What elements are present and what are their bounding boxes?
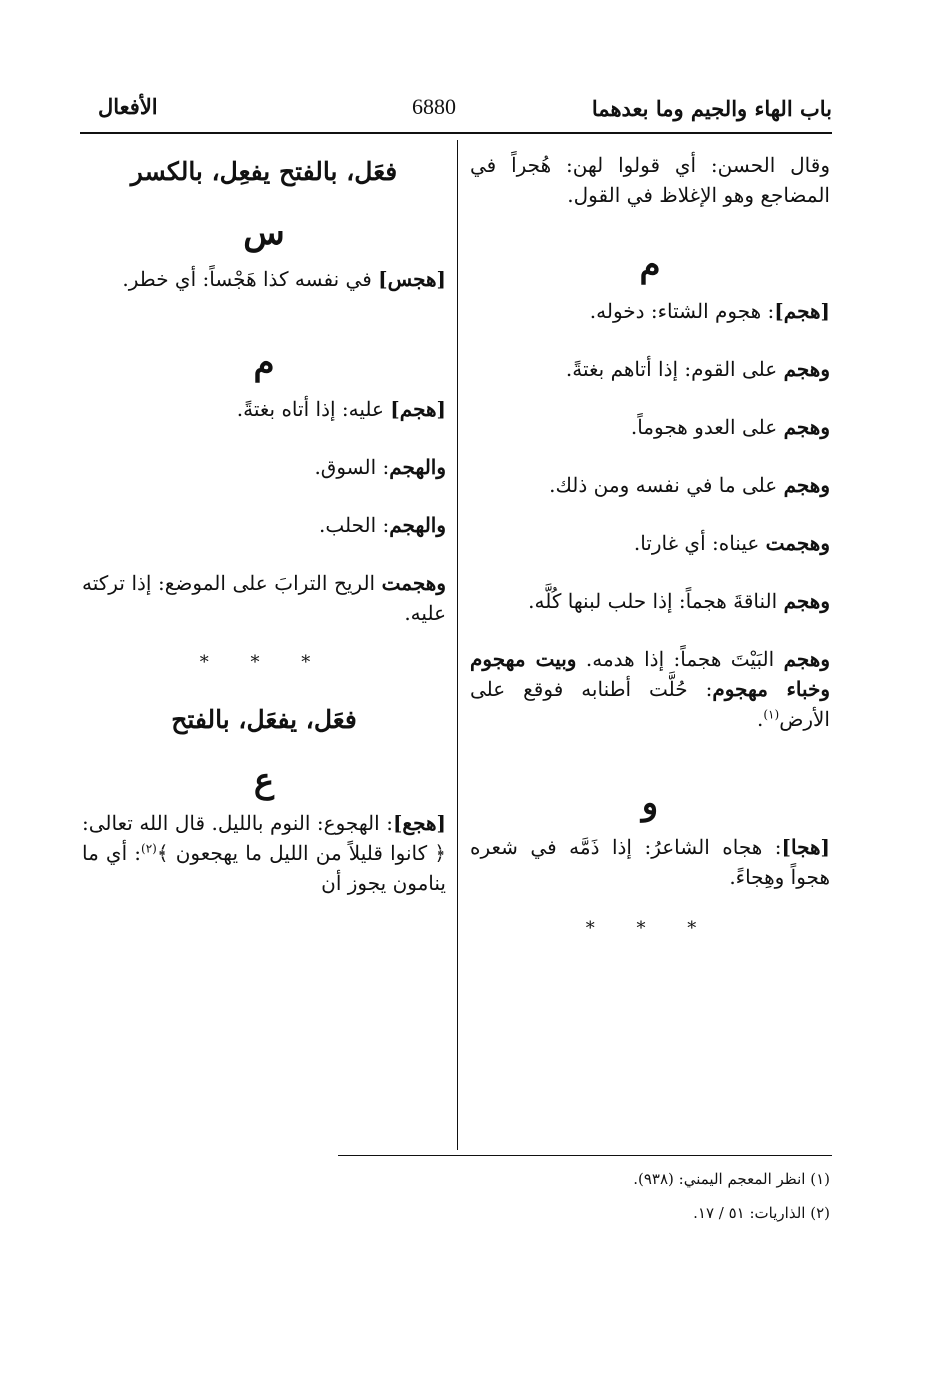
right-column [470, 150, 830, 946]
left-column [82, 150, 446, 898]
entry-text: على العدو هجوماً. [630, 415, 778, 439]
entry-hajm-7: وهجم البَيْتَ هجماً: إذا هدمه. وبيت مهجوم وخباء مهجوم: حُلَّت أطنابه فوقع على الأرض$^{(١)}$. [470, 647, 830, 731]
entry-hajm-2 [470, 354, 830, 384]
section-separator: * * * [199, 652, 329, 673]
section-heading-2: فعَل، يفعَل، بالفتح [171, 705, 357, 734]
footnote-rule [338, 1155, 832, 1156]
entry-keyword: [هجا] [781, 835, 830, 859]
entry-keyword: وبيت مهجوم وخباء مهجوم [470, 647, 830, 701]
entry-haja [470, 832, 830, 892]
entry-hajaa [82, 808, 446, 898]
entry-keyword: والهجم [389, 513, 446, 537]
entry-text: الناقةَ هجماً: إذا حلب لبنها كُلَّه. [528, 589, 778, 613]
entry-text: في نفسه كذا هَجْساً: أي خطر. [122, 267, 379, 291]
entry-text: : السوق. [314, 455, 390, 479]
entry-hajm-6 [470, 586, 830, 616]
footnote-2: (٢) الذاريات: ٥١ / ١٧. [693, 1204, 830, 1222]
entry-text: : حُلَّت أطنابه فوقع على الأرض [470, 677, 830, 731]
entry-hajm-c [82, 510, 446, 540]
entry-keyword: وهجمت [381, 571, 446, 595]
page-header [80, 90, 832, 132]
entry-keyword: [هجع] [392, 811, 446, 835]
entry-keyword: وهجم [783, 589, 830, 613]
entry-text: الريح الترابَ على الموضع: إذا تركته عليه. [82, 571, 446, 625]
entry-text: : هجوم الشتاء: دخوله. [589, 299, 775, 323]
entry-text: البَيْتَ هجماً: إذا هدمه. [576, 647, 775, 671]
section-heading-1: فعَل، بالفتح يفعِل، بالكسر [130, 157, 398, 186]
entry-hajm-a [82, 394, 446, 424]
section-title: الأفعال [98, 94, 158, 119]
entry-text: : هجاه الشاعرُ: إذا ذَمَّه في شعره هجواً وهِجاءً. [470, 835, 830, 889]
footnotes [633, 1162, 830, 1230]
page-number: 6880 [412, 94, 456, 119]
entry-keyword: [هجم] [390, 397, 446, 421]
footnote-ref: (١) [763, 707, 780, 722]
entry-hajm-1 [470, 296, 830, 326]
entry-hajm-5 [470, 528, 830, 558]
paragraph-hasan: وقال الحسن: أي قولوا لهن: هُجراً في المضاجع وهو الإغلاظ في القول. [470, 153, 830, 207]
entry-keyword: وهجمت [765, 531, 830, 555]
footnote-ref: (٢) [141, 841, 157, 856]
entry-hajm-3 [470, 412, 830, 442]
entry-hajm-b [82, 452, 446, 482]
entry-hajs [82, 264, 446, 294]
section-separator: * * * [585, 918, 715, 939]
column-divider [457, 140, 458, 1150]
entry-text: على القوم: إذا أتاهم بغتةً. [565, 357, 778, 381]
entry-keyword: وهجم [783, 415, 830, 439]
entry-keyword: وهجم [783, 473, 830, 497]
entry-keyword: وهجم [783, 357, 830, 381]
entry-hajm-d [82, 568, 446, 628]
letter-heading-mim: م [253, 343, 275, 383]
letter-heading-ain: ع [253, 761, 275, 801]
letter-heading-mim: م [639, 245, 661, 285]
entry-text: عليه: إذا أتاه بغتةً. [236, 397, 391, 421]
entry-text: : أي ما ينامون يجوز أن [82, 841, 446, 895]
entry-text: على ما في نفسه ومن ذلك. [549, 473, 778, 497]
letter-heading-sin: س [243, 213, 285, 253]
header-rule [80, 132, 832, 134]
chapter-title: باب الهاء والجيم وما بعدهما [591, 96, 832, 121]
entry-keyword: وهجم [783, 647, 830, 671]
entry-text: : الهجوع: النوم بالليل. قال الله تعالى: ﴿ كانوا قليلاً من الليل ما يهجعون ﴾ [82, 811, 446, 865]
entry-text: : الحلب. [318, 513, 390, 537]
entry-keyword: [هجس] [378, 267, 446, 291]
footnote-1: (١) انظر المعجم اليمني: (٩٣٨). [633, 1170, 830, 1188]
entry-hajm-4 [470, 470, 830, 500]
entry-keyword: [هجم] [774, 299, 830, 323]
letter-heading-waw: و [641, 783, 659, 823]
entry-keyword: والهجم [389, 455, 446, 479]
entry-text: عيناه: أي غارتا. [633, 531, 760, 555]
